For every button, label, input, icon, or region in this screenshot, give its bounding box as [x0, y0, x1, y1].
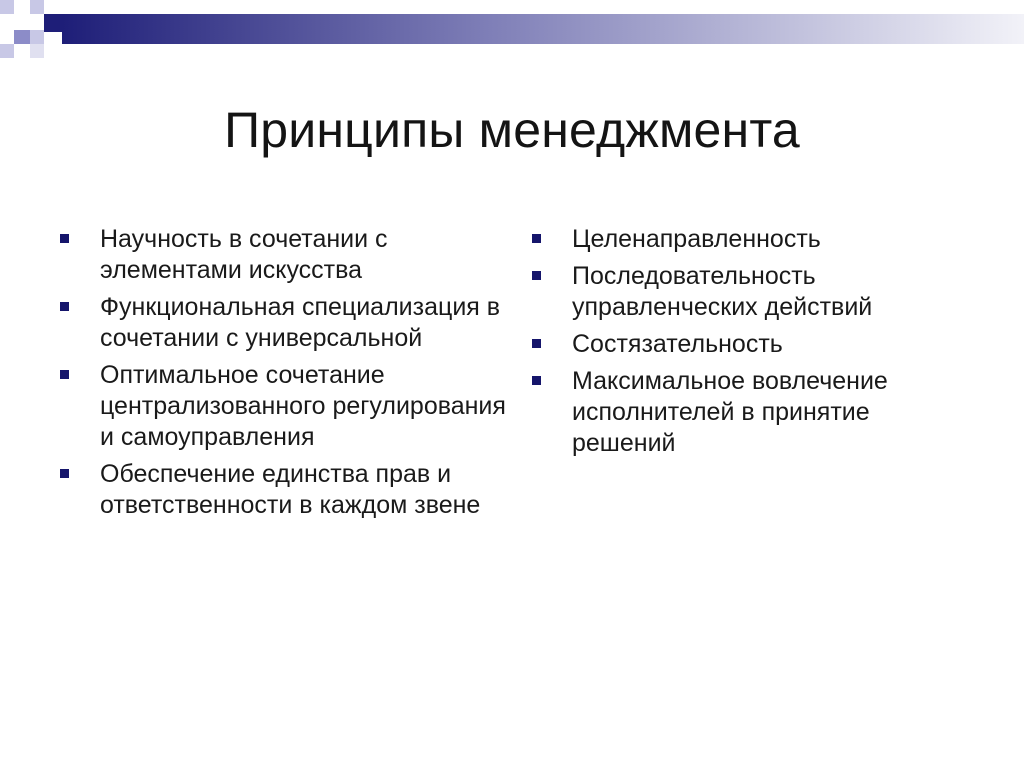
- square-bullet-icon: [532, 271, 541, 280]
- header-gradient-band: [62, 14, 1024, 44]
- list-item: [532, 366, 972, 459]
- list-item-text: Максимальное вовлечение исполнителей в принятие решений: [572, 367, 888, 457]
- deco-square: [30, 0, 44, 14]
- square-bullet-icon: [532, 234, 541, 243]
- deco-square: [0, 0, 14, 14]
- square-bullet-icon: [60, 302, 69, 311]
- list-item-text: Последовательность управленческих действий: [572, 262, 873, 321]
- deco-square: [30, 44, 44, 58]
- list-item-text: Обеспечение единства прав и ответственности в каждом звене: [100, 460, 481, 519]
- list-item-text: Целенаправленность: [572, 225, 821, 253]
- list-item: [532, 224, 972, 255]
- square-bullet-icon: [60, 370, 69, 379]
- list-item: [532, 261, 972, 323]
- square-bullet-icon: [60, 234, 69, 243]
- header-decoration: [0, 0, 1024, 60]
- deco-square: [44, 14, 62, 32]
- list-item: [60, 224, 510, 286]
- left-bullet-list: [60, 224, 510, 527]
- right-bullet-list: [532, 224, 972, 465]
- list-item-text: Оптимальное сочетание централизованного регулирования и самоуправления: [100, 361, 506, 451]
- square-bullet-icon: [532, 376, 541, 385]
- deco-square: [0, 44, 14, 58]
- list-item-text: Состязательность: [572, 330, 783, 358]
- deco-square: [14, 30, 30, 44]
- list-item: [532, 329, 972, 360]
- list-item: [60, 459, 510, 521]
- deco-square: [30, 30, 44, 44]
- list-item-text: Функциональная специализация в сочетании с универсальной: [100, 293, 501, 352]
- list-item: [60, 292, 510, 354]
- deco-square: [14, 14, 30, 30]
- square-bullet-icon: [532, 339, 541, 348]
- list-item: [60, 360, 510, 453]
- slide-title: Принципы менеджмента: [224, 102, 800, 158]
- square-bullet-icon: [60, 469, 69, 478]
- list-item-text: Научность в сочетании с элементами искусства: [100, 225, 388, 284]
